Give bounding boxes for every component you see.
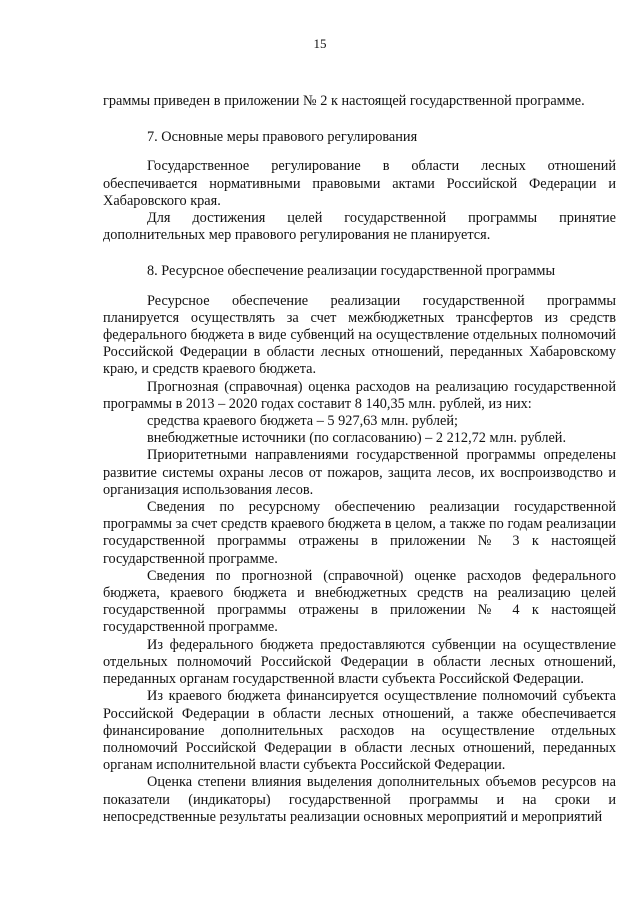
section-8-paragraph: Из краевого бюджета финансируется осуществление полномочий субъекта Российской Федерации в области лесных отношений, а также обеспечивается финансирование дополнительных расходов на осуществление отдельных полномочий Российской Федерации в области лесных отношений, переданных органам исполнительной власти субъекта Российской Федерации. [103,688,616,774]
section-7-paragraph: Для достижения целей государственной программы принятие дополнительных мер правового регулирования не планируется. [103,210,616,244]
section-8-paragraph: Ресурсное обеспечение реализации государственной программы планируется осуществлять за счет межбюджетных трансфертов из средств федерального бюджета в виде субвенций на осуществление отдельных полномочий Российской Федерации в области лесных отношений, переданных Хабаровскому краю, и средств краевого бюджета. [103,292,616,378]
intro-paragraph: граммы приведен в приложении № 2 к настоящей государственной программе. [103,93,585,109]
section-8-paragraph: Сведения по прогнозной (справочной) оценке расходов федерального бюджета, краевого бюджета и внебюджетных средств на реализацию целей государственной программы отражены в приложении № 4 к настоящей государственной программе. [103,567,616,636]
page-number: 15 [313,36,327,51]
section-8-paragraph: внебюджетные источники (по согласованию) – 2 212,72 млн. рублей. [147,430,567,447]
section-8-paragraph: Приоритетными направлениями государственной программы определены развитие системы охраны лесов от пожаров, защита лесов, их воспроизводство и организация использования лесов. [103,447,616,498]
section-8-heading: 8. Ресурсное обеспечение реализации государственной программы [147,263,556,280]
section-7-heading: 7. Основные меры правового регулирования [147,129,418,146]
section-8-paragraph: Прогнозная (справочная) оценка расходов на реализацию государственной программы в 2013 – 2020 годах составит 8 140,35 млн. рублей, из них: [103,378,616,412]
section-8-paragraph: Сведения по ресурсному обеспечению реализации государственной программы за счет средств краевого бюджета в целом, а также по годам реализации государственной программы отражены в приложении № 3 к настоящей государственной программе. [103,499,616,567]
section-8-paragraph: Из федерального бюджета предоставляются субвенции на осуществление отдельных полномочий Российской Федерации в области лесных отношений, переданных органам государственной власти субъекта Российской Федерации. [103,636,616,688]
section-8-paragraph: Оценка степени влияния выделения дополнительных объемов ресурсов на показатели (индикаторы) государственной программы и на сроки и непосредственные результаты реализации основных мероприятий и мероприятий [103,774,616,825]
page-content [103,93,616,826]
section-7-paragraph: Государственное регулирование в области лесных отношений обеспечивается нормативными правовыми актами Российской Федерации и Хабаровского края. [103,158,616,209]
section-8-paragraph: средства краевого бюджета – 5 927,63 млн. рублей; [147,413,458,430]
